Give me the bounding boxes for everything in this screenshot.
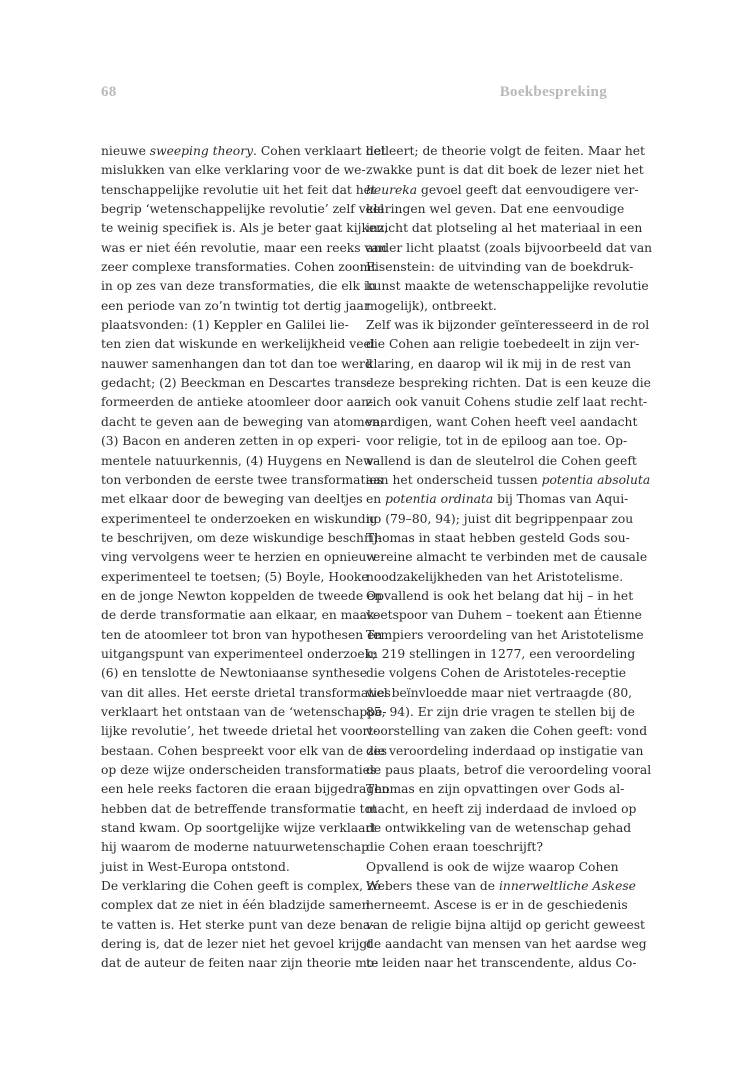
text-segment: voetspoor van Duhem – toekent aan Étienne — [366, 608, 642, 623]
text-line — [101, 258, 377, 277]
text-segment: klaringen wel geven. Dat ene eenvoudige — [366, 202, 625, 217]
text-line — [101, 413, 384, 432]
text-segment: klaring, en daarop wil ik mij in de rest van — [366, 356, 632, 371]
text-segment: uitgangspunt van experimenteel onderzoek; — [101, 646, 377, 661]
text-segment: de ontwikkeling van de wetenschap gehad — [366, 821, 632, 836]
text-segment: die volgens Cohen de Aristoteles-receptie — [366, 666, 627, 681]
text-line — [101, 568, 369, 587]
text-line — [101, 239, 387, 258]
text-line — [366, 181, 639, 200]
text-segment: een hele reeks factoren die eraan bijgedragen — [101, 782, 390, 797]
text-segment: hij waarom de moderne natuurwetenschap — [101, 840, 370, 855]
text-segment: Opvallend is ook het belang dat hij – in het — [366, 588, 634, 603]
text-line — [101, 761, 377, 780]
text-line — [101, 587, 383, 606]
text-line — [101, 510, 378, 529]
text-line — [366, 568, 624, 587]
text-line — [366, 858, 619, 877]
text-segment: in 219 stellingen in 1277, een veroordeling — [366, 646, 636, 661]
text-segment: macht, en heeft zij inderdaad de invloed op — [366, 801, 637, 816]
text-segment: Webers these van de — [366, 879, 499, 894]
text-segment: Zelf was ik bijzonder geïnteresseerd in de rol — [366, 318, 650, 333]
text-line — [366, 490, 629, 509]
text-line — [101, 161, 366, 180]
text-line — [101, 935, 373, 954]
text-segment: voorstelling van zaken die Cohen geeft: vond — [366, 724, 648, 739]
text-segment: herneemt. Ascese is er in de geschiedenis — [366, 898, 628, 913]
text-segment: Thomas en zijn opvattingen over Gods al- — [366, 782, 625, 797]
text-line — [366, 606, 642, 625]
text-segment: ten de atoomleer tot bron van hypothesen en — [101, 627, 383, 642]
text-line — [101, 742, 388, 761]
text-line — [366, 393, 648, 412]
text-segment: en de jonge Newton koppelden de tweede en — [101, 588, 383, 603]
text-line — [366, 780, 625, 799]
text-segment: van de religie bijna altijd op gericht geweest — [366, 917, 645, 932]
text-line — [366, 355, 632, 374]
text-segment: begrip ‘wetenschappelijke revolutie’ zelf veel — [101, 202, 385, 217]
text-line — [101, 200, 385, 219]
text-line — [101, 181, 376, 200]
italic-text: potentia ordinata — [385, 492, 494, 507]
text-line — [101, 355, 373, 374]
text-segment: tenschappelijke revolutie uit het feit dat het — [101, 182, 376, 197]
text-segment: vaardigen, want Cohen heeft veel aandacht — [366, 414, 638, 429]
text-line — [366, 838, 608, 857]
text-line — [101, 800, 377, 819]
text-line — [101, 316, 349, 335]
text-line — [366, 142, 645, 161]
text-line — [101, 896, 370, 915]
text-line — [366, 645, 636, 664]
text-line — [366, 239, 653, 258]
text-line — [366, 587, 634, 606]
text-segment: De verklaring die Cohen geeft is complex, zó — [101, 879, 381, 894]
text-line — [101, 819, 377, 838]
text-line — [101, 374, 371, 393]
text-line — [366, 374, 651, 393]
text-segment: no (79–80, 94); juist dit begrippenpaar zou — [366, 511, 634, 526]
text-line — [101, 219, 389, 238]
text-line — [366, 548, 648, 567]
text-line — [366, 335, 640, 354]
text-segment: hebben dat de betreffende transformatie tot — [101, 801, 377, 816]
text-segment: ten zien dat wiskunde en werkelijkheid veel — [101, 337, 375, 352]
text-segment: formeerden de antieke atoomleer door aan- — [101, 395, 374, 410]
text-segment: verklaart het ontstaan van de ‘wetenschappe- — [101, 704, 387, 719]
text-segment: die veroordeling inderdaad op instigatie van — [366, 743, 644, 758]
text-segment: noodzakelijkheden van het Aristotelisme. — [366, 569, 624, 584]
running-head: Boekbespreking — [499, 84, 607, 100]
text-segment: deze bespreking richten. Dat is een keuze die — [366, 376, 651, 391]
text-line — [101, 703, 387, 722]
text-segment: nauwer samenhangen dan tot dan toe werd — [101, 356, 373, 371]
text-segment: op deze wijze onderscheiden transformaties — [101, 763, 377, 777]
text-line — [101, 297, 370, 316]
text-segment: bestaan. Cohen bespreekt voor elk van de zes — [101, 743, 388, 758]
text-segment: aan het onderscheid tussen — [366, 472, 542, 487]
text-segment: zich ook vanuit Cohens studie zelf laat recht- — [366, 395, 648, 410]
right-text-column — [366, 142, 653, 974]
text-segment: kunst maakte de wetenschappelijke revolutie — [366, 279, 649, 294]
text-line — [366, 819, 632, 838]
text-segment: en — [366, 492, 386, 507]
text-line — [101, 142, 386, 161]
text-segment: mislukken van elke verklaring voor de we- — [101, 163, 366, 178]
text-line — [101, 858, 341, 877]
text-segment: in op zes van deze transformaties, die elk in — [101, 279, 376, 294]
text-segment: de paus plaats, betrof die veroordeling vooral — [366, 763, 652, 777]
text-line — [366, 316, 650, 335]
text-line — [366, 761, 652, 780]
text-segment: ving vervolgens weer te herzien en opnieuw — [101, 550, 377, 565]
text-line — [366, 896, 628, 915]
text-line — [366, 413, 638, 432]
text-segment: dat de auteur de feiten naar zijn theorie mo- — [101, 956, 379, 971]
text-line — [366, 277, 649, 296]
text-line — [101, 393, 374, 412]
text-line — [366, 684, 633, 703]
text-line — [101, 780, 390, 799]
text-segment: experimenteel te toetsen; (5) Boyle, Hooke — [101, 569, 369, 584]
text-segment: die Cohen aan religie toebedeelt in zijn ver- — [366, 337, 640, 352]
text-line — [101, 471, 383, 490]
text-segment: de aandacht van mensen van het aardse weg — [366, 937, 647, 952]
text-segment: zeer complexe transformaties. Cohen zoomt — [101, 260, 377, 275]
text-segment: 85, 94). Er zijn drie vragen te stellen bij de — [366, 704, 635, 719]
text-line — [366, 722, 648, 741]
text-segment: dacht te geven aan de beweging van atomen; — [101, 414, 384, 429]
text-segment: lijke revolutie’, het tweede drietal het voort- — [101, 724, 378, 739]
text-segment: (3) Bacon en anderen zetten in op experi- — [101, 434, 361, 449]
text-segment: Eisenstein: de uitvinding van de boekdruk- — [366, 260, 634, 275]
text-segment: Tempiers veroordeling van het Aristotelisme — [366, 627, 644, 642]
text-line — [366, 742, 644, 761]
text-segment: nieuwe — [101, 144, 150, 158]
left-text-column — [101, 142, 391, 974]
text-line — [101, 529, 382, 548]
text-segment: dering is, dat de lezer niet het gevoel krijgt — [101, 937, 373, 952]
text-line — [366, 452, 637, 471]
text-segment: bij Thomas van Aqui- — [493, 492, 629, 507]
text-segment: . Cohen verklaart het — [253, 144, 386, 158]
text-segment: gedacht; (2) Beeckman en Descartes trans- — [101, 376, 371, 391]
text-segment: vallend is dan de sleutelrol die Cohen geeft — [366, 453, 637, 468]
text-line — [366, 800, 637, 819]
text-segment: te beschrijven, om deze wiskundige beschrij- — [101, 530, 382, 545]
text-line — [366, 200, 625, 219]
text-line — [101, 606, 379, 625]
text-segment: was er niet één revolutie, maar een reeks van — [101, 240, 387, 255]
text-segment: met elkaar door de beweging van deeltjes — [101, 492, 363, 507]
text-line — [366, 510, 634, 529]
text-line — [101, 664, 368, 683]
text-line — [101, 490, 363, 509]
text-segment: mogelijk), ontbreekt. — [366, 298, 497, 313]
text-segment: te leiden naar het transcendente, aldus Co- — [366, 956, 637, 971]
text-segment: ander licht plaatst (zoals bijvoorbeeld dat van — [366, 240, 653, 255]
text-segment: voor religie, tot in de epiloog aan toe. Op- — [366, 434, 628, 449]
text-segment: van dit alles. Het eerste drietal transformaties — [101, 685, 391, 700]
text-segment: plaatsvonden: (1) Keppler en Galilei lie- — [101, 318, 349, 333]
text-segment: de derde transformatie aan elkaar, en maak- — [101, 608, 379, 623]
text-line — [101, 432, 361, 451]
text-line — [366, 161, 644, 180]
text-segment: die Cohen eraan toeschrijft? — [366, 840, 543, 855]
text-line — [101, 645, 377, 664]
text-segment: Thomas in staat hebben gesteld Gods sou- — [366, 530, 630, 545]
text-line — [366, 877, 636, 896]
text-line — [101, 548, 377, 567]
text-line — [366, 954, 637, 973]
text-segment: gevoel geeft dat eenvoudigere ver- — [417, 182, 639, 197]
text-line — [101, 277, 376, 296]
text-segment: vereine almacht te verbinden met de causale — [366, 550, 648, 565]
text-segment: complex dat ze niet in één bladzijde samen — [101, 898, 370, 913]
text-line — [366, 664, 627, 683]
text-line — [366, 219, 643, 238]
text-line — [366, 916, 645, 935]
page-header — [101, 84, 607, 106]
page-number: 68 — [101, 84, 117, 100]
text-segment: te weinig specifiek is. Als je beter gaat kijken, — [101, 221, 389, 236]
text-line — [101, 335, 375, 354]
text-segment: wel beïnvloedde maar niet vertraagde (80, — [366, 685, 633, 700]
italic-text: potentia absoluta — [541, 472, 651, 487]
text-segment: een periode van zo’n twintig tot dertig jaar — [101, 298, 370, 313]
text-line — [101, 626, 383, 645]
text-line — [366, 471, 651, 490]
text-line — [101, 838, 370, 857]
text-segment: juist in West-Europa ontstond. — [101, 859, 290, 874]
text-line — [366, 935, 647, 954]
text-line — [366, 626, 644, 645]
italic-text: heureka — [366, 182, 418, 197]
text-line — [101, 722, 378, 741]
text-line — [101, 916, 375, 935]
text-line — [101, 684, 391, 703]
text-segment: inzicht dat plotseling al het materiaal in een — [366, 221, 643, 236]
text-line — [101, 877, 381, 896]
italic-text: innerweltliche Askese — [498, 879, 636, 894]
italic-text: sweeping theory — [149, 144, 254, 158]
text-line — [366, 297, 608, 316]
text-segment: mentele natuurkennis, (4) Huygens en New- — [101, 453, 378, 468]
text-line — [366, 258, 634, 277]
text-segment: delleert; de theorie volgt de feiten. Maar het — [366, 144, 645, 158]
text-segment: Opvallend is ook de wijze waarop Cohen — [366, 859, 619, 874]
text-line — [366, 703, 635, 722]
text-segment: (6) en tenslotte de Newtoniaanse synthese — [101, 666, 368, 681]
text-segment: experimenteel te onderzoeken en wiskundig — [101, 511, 378, 526]
text-line — [366, 432, 628, 451]
text-line — [101, 954, 379, 973]
text-segment: zwakke punt is dat dit boek de lezer niet het — [366, 163, 644, 178]
text-line — [101, 452, 378, 471]
text-segment: ton verbonden de eerste twee transformaties — [101, 472, 383, 487]
text-segment: stand kwam. Op soortgelijke wijze verklaart — [101, 821, 377, 836]
text-line — [366, 529, 630, 548]
text-segment: te vatten is. Het sterke punt van deze bena- — [101, 917, 375, 932]
